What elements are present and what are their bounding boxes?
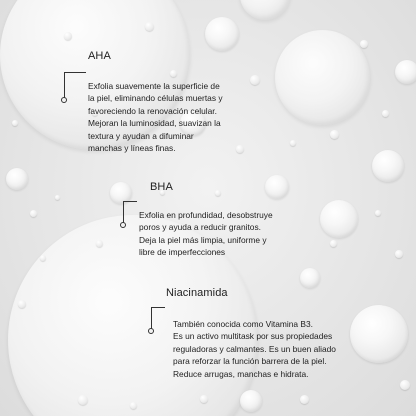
water-drop (240, 0, 290, 20)
water-drop (382, 110, 389, 117)
water-drop (275, 30, 370, 125)
water-drop (96, 240, 103, 247)
bha-title: BHA (150, 181, 173, 193)
water-drop (360, 40, 368, 48)
water-drop (55, 195, 60, 200)
aha-connector-horizontal (64, 72, 86, 73)
water-drop (265, 175, 289, 199)
water-drop (130, 402, 137, 409)
water-drop (78, 395, 88, 405)
water-drop (240, 390, 262, 412)
water-drop (200, 395, 208, 403)
aha-connector-dot (61, 97, 67, 103)
niacinamida-description: También conocida como Vitamina B3. Es un activo multitask por sus propiedades reguladoras y calmantes. Es un buen aliado para reforzar la función barrera de la piel. Reduce arrugas, manchas e hidrata. (173, 319, 336, 379)
water-drop (6, 168, 28, 190)
niacinamida-connector-horizontal (151, 307, 165, 308)
water-drop (395, 250, 403, 258)
niacinamida-connector-vertical (151, 307, 152, 329)
niacinamida-title: Niacinamida (166, 287, 228, 299)
water-drop (205, 17, 239, 51)
water-drop (30, 210, 37, 217)
water-drop (395, 60, 416, 84)
niacinamida-connector-dot (148, 328, 154, 334)
water-drop (40, 255, 46, 261)
water-drop (145, 22, 154, 31)
water-drop (320, 200, 358, 238)
aha-connector-vertical (64, 72, 65, 98)
water-drop (375, 210, 381, 216)
water-drop (215, 190, 221, 196)
water-drop (372, 150, 404, 182)
water-drop (300, 395, 309, 404)
water-drop (64, 32, 72, 40)
aha-title: AHA (88, 50, 111, 62)
water-drop (300, 268, 320, 288)
water-drop (400, 380, 410, 390)
water-drop (18, 300, 26, 308)
water-drop (290, 140, 296, 146)
aha-description: Exfolia suavemente la superficie de la piel, eliminando células muertas y favoreciendo la renovación celular. Mejoran la luminosidad, suavizan la textura y ayudan a difuminar manchas y líneas finas. (88, 81, 223, 154)
water-drop (170, 70, 177, 77)
bha-description: Exfolia en profundidad, desobstruye poros y ayuda a reducir granitos. Deja la piel más limpia, uniforme y libre de imperfecciones (139, 210, 273, 258)
water-drop (12, 120, 18, 126)
water-drop (330, 240, 337, 247)
bha-connector-vertical (123, 201, 124, 223)
bha-connector-dot (120, 222, 126, 228)
water-drop (330, 130, 339, 139)
bha-connector-horizontal (123, 201, 137, 202)
